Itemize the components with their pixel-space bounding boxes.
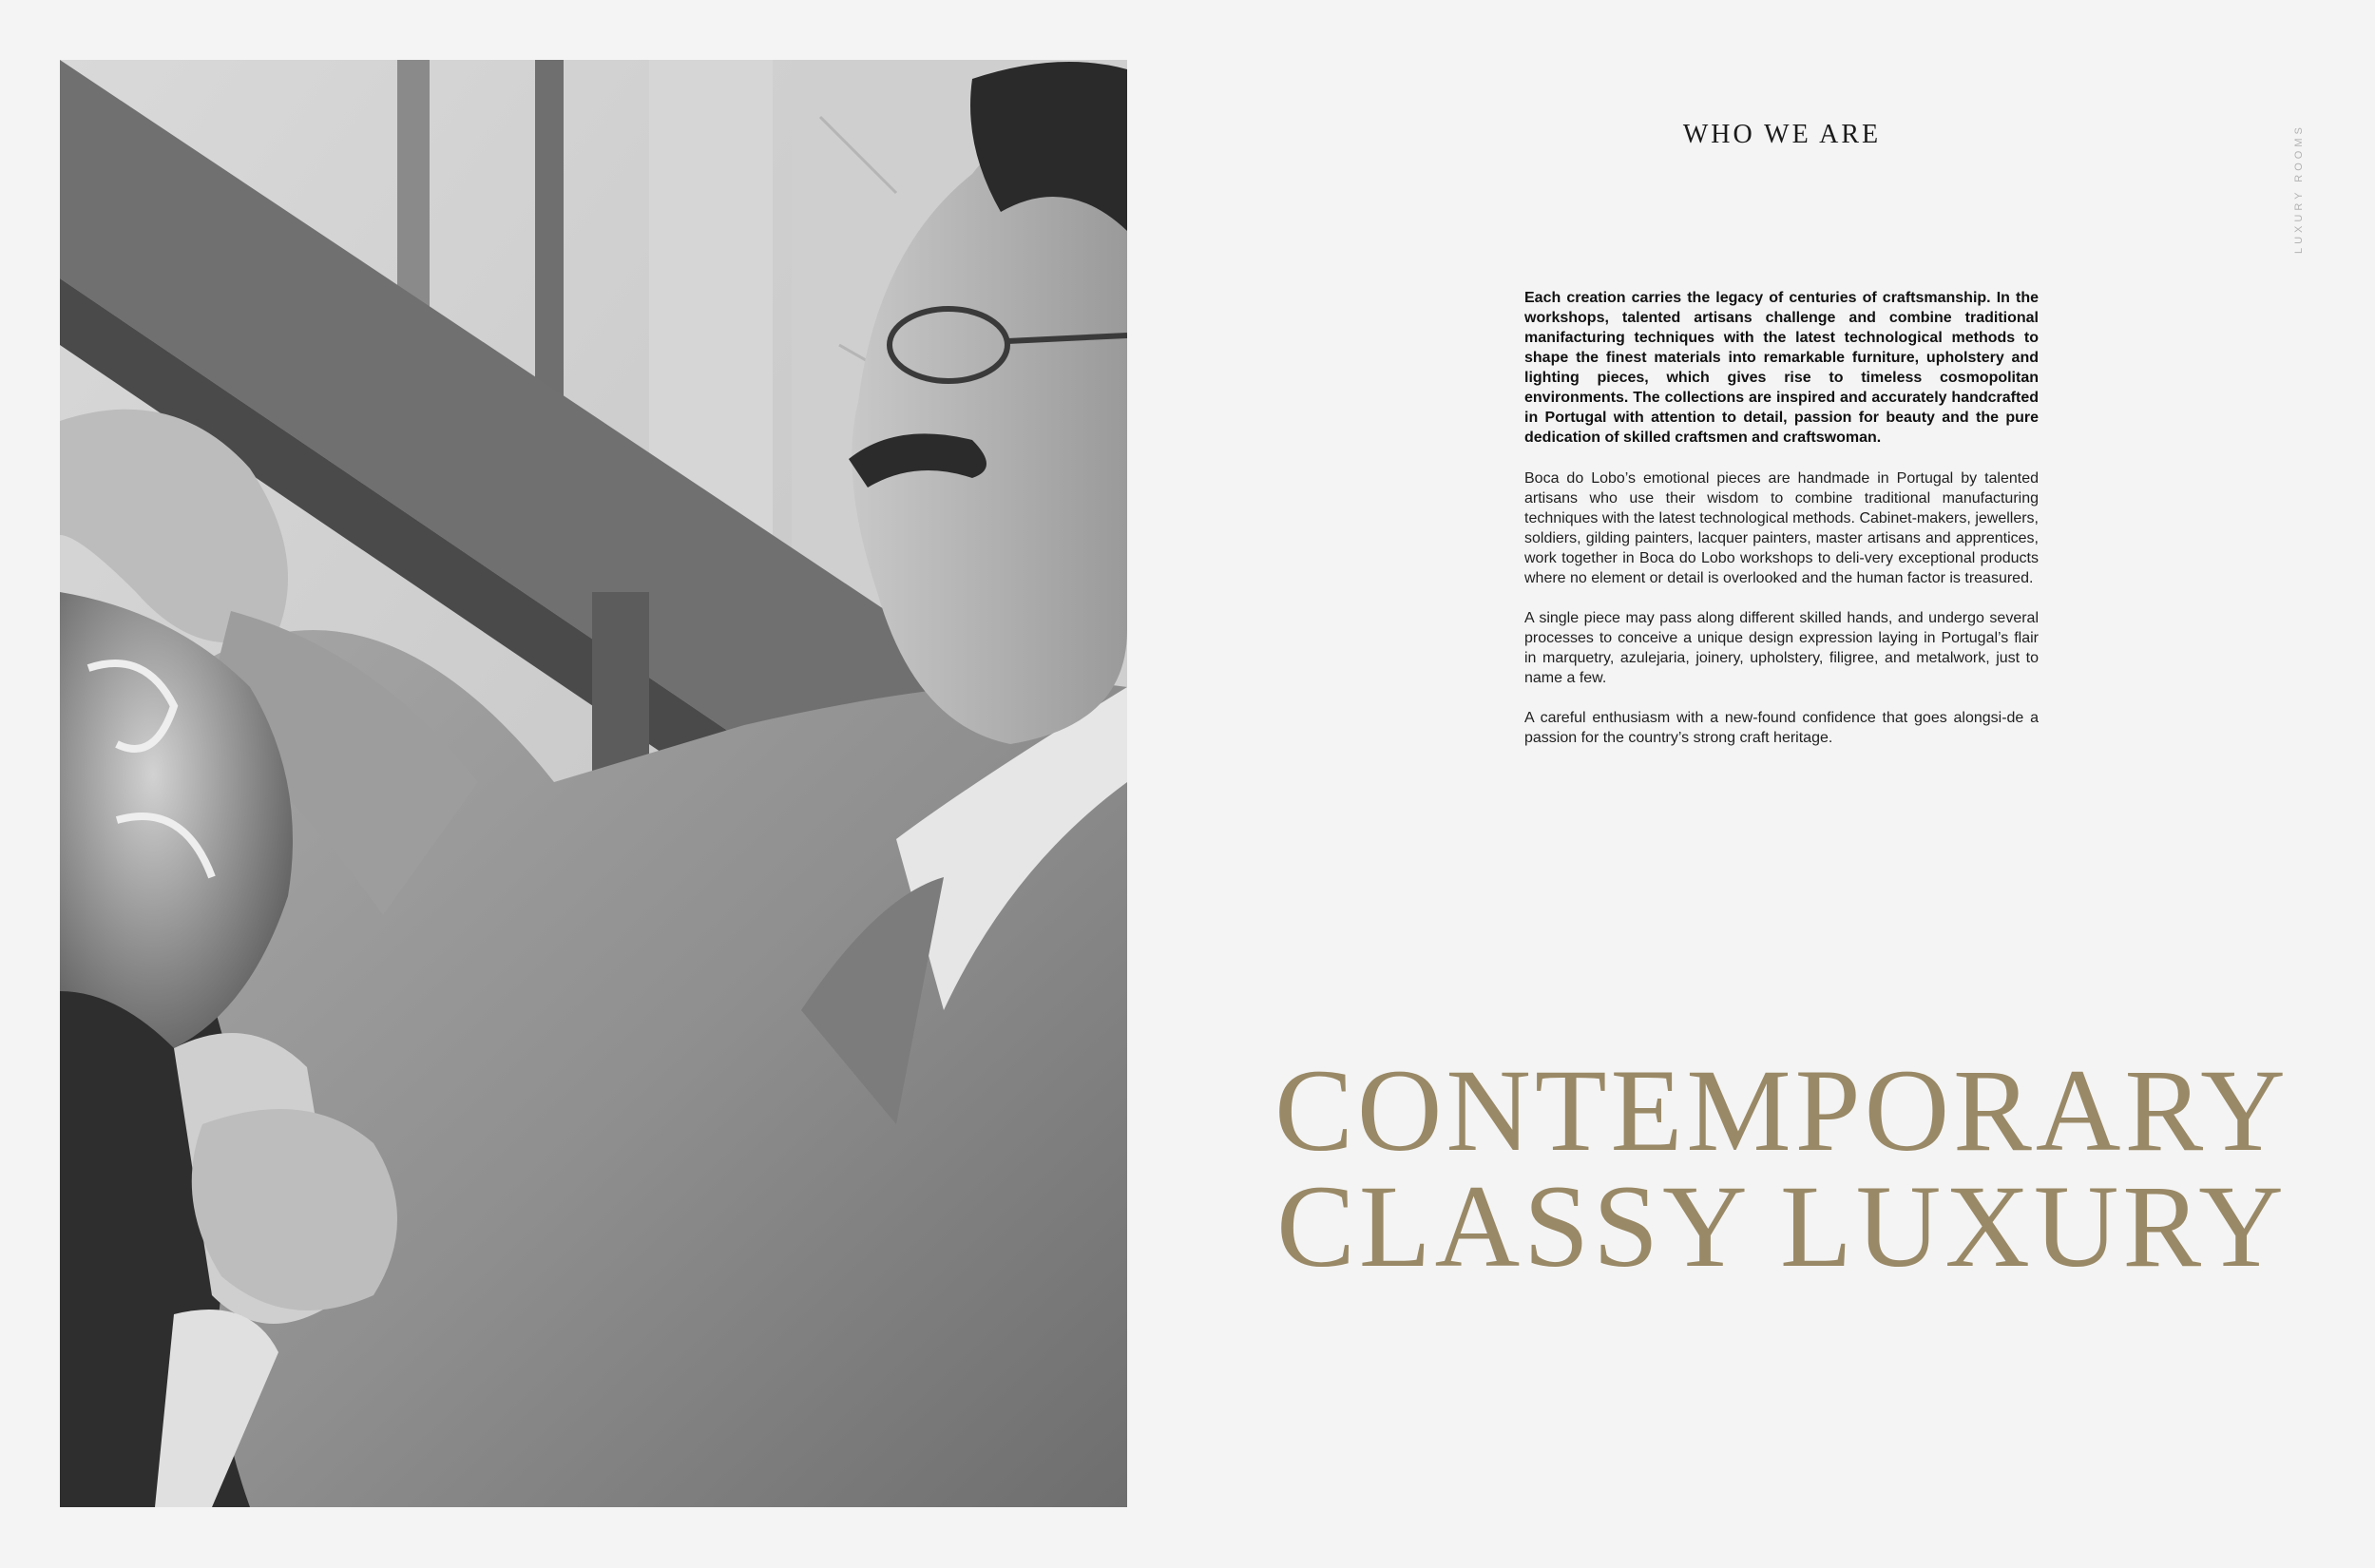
section-side-label: LUXURY ROOMS <box>2293 124 2305 254</box>
body-paragraph: Boca do Lobo’s emotional pieces are handmade in Portugal by talented artisans who use their wisdom to combine traditional manufacturing techniques with the latest technological methods. Cabinet-makers, jewellers, soldiers, gilding painters, lacquer painters, master artisans and apprentices, work together in Boca do Lobo workshops to deli-very exceptional products where no element or detail is overlooked and the human factor is treasured. <box>1524 470 2039 586</box>
artisan-carving-photo <box>60 60 1127 1507</box>
section-title: WHO WE ARE <box>1682 120 1882 149</box>
headline-line-2: CLASSY LUXURY <box>1276 1161 2288 1291</box>
body-text-block <box>1524 288 2039 768</box>
headline-line-1: CONTEMPORARY <box>1274 1045 2289 1176</box>
body-paragraph: A careful enthusiasm with a new-found confidence that goes alongsi-de a passion for the country’s strong craft heritage. <box>1524 710 2039 746</box>
body-paragraph: A single piece may pass along different skilled hands, and undergo several processes to conceive a unique design expression laying in Portugal’s flair in marquetry, azulejaria, joinery, upholstery, filigree, and metalwork, just to name a few. <box>1524 610 2039 686</box>
headline <box>1264 1045 2300 1291</box>
lead-paragraph: Each creation carries the legacy of centuries of craftsmanship. In the workshops, talented artisans challenge and combine traditional manifacturing techniques with the latest technological methods to shape the finest materials into remarkable furniture, upholstery and lighting pieces, which gives rise to timeless cosmopolitan environments. The collections are inspired and accurately handcrafted in Portugal with attention to detail, passion for beauty and the pure dedication of skilled craftsmen and craftswoman. <box>1524 290 2039 446</box>
